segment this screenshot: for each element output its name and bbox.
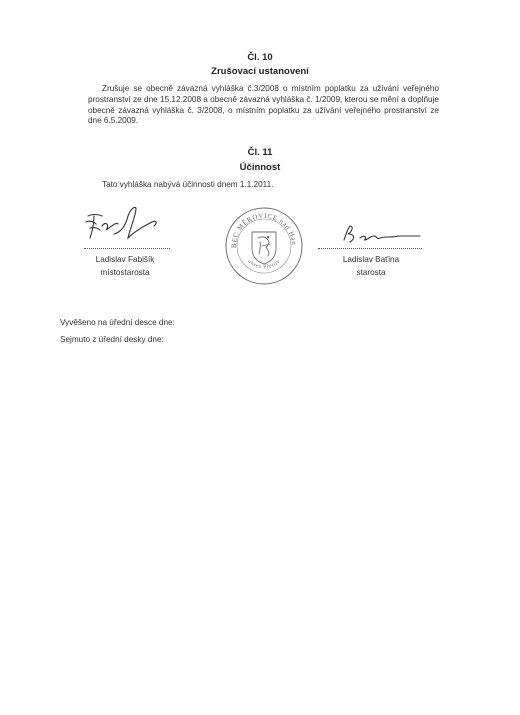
signature-left-role: místostarosta bbox=[100, 268, 150, 277]
section-11-number: Čl. 11 bbox=[247, 147, 273, 158]
posted-date-label: Vyvěšeno na úřední desce dne: bbox=[60, 318, 175, 327]
signature-right-name: Ladislav Baťina bbox=[342, 255, 400, 264]
signature-left bbox=[82, 200, 172, 250]
seal-bottom-text: okres Přerov bbox=[246, 258, 282, 271]
section-10-title: Zrušovací ustanovení bbox=[211, 66, 309, 77]
svg-text:okres Přerov bbox=[246, 259, 282, 271]
section-10-paragraph bbox=[88, 84, 439, 127]
seal-top-text: OBEC MĚROVICE nad Hanou bbox=[221, 200, 299, 249]
coat-of-arms-icon bbox=[252, 232, 276, 264]
removed-date-label: Sejmuto z úřední desky dne: bbox=[60, 335, 164, 344]
signature-right-line bbox=[318, 248, 422, 249]
signature-left-line bbox=[84, 248, 170, 249]
section-11-title: Účinnost bbox=[239, 162, 281, 173]
section-11-text: Tato vyhláška nabývá účinnosti dnem 1.1.2011. bbox=[102, 180, 274, 189]
section-10-text: Zrušuje se obecně závazná vyhláška č.3/2008 o místním poplatku za užívání veřejného prostranství ze dne 15.12.2008 a obecně závazná vyhláška č. 1/2009, kterou se mění a doplňuje obecně závazná vyhláška č. 3/2008, o místním poplatku za užívání veřejného prostranství ze dne 6.5.2009. bbox=[88, 84, 439, 126]
section-10-number: Čl. 10 bbox=[247, 52, 273, 63]
municipal-seal bbox=[221, 200, 304, 286]
signature-right bbox=[338, 220, 428, 250]
signature-right-role: starosta bbox=[356, 268, 386, 277]
signature-left-name: Ladislav Fabišík bbox=[95, 255, 155, 264]
